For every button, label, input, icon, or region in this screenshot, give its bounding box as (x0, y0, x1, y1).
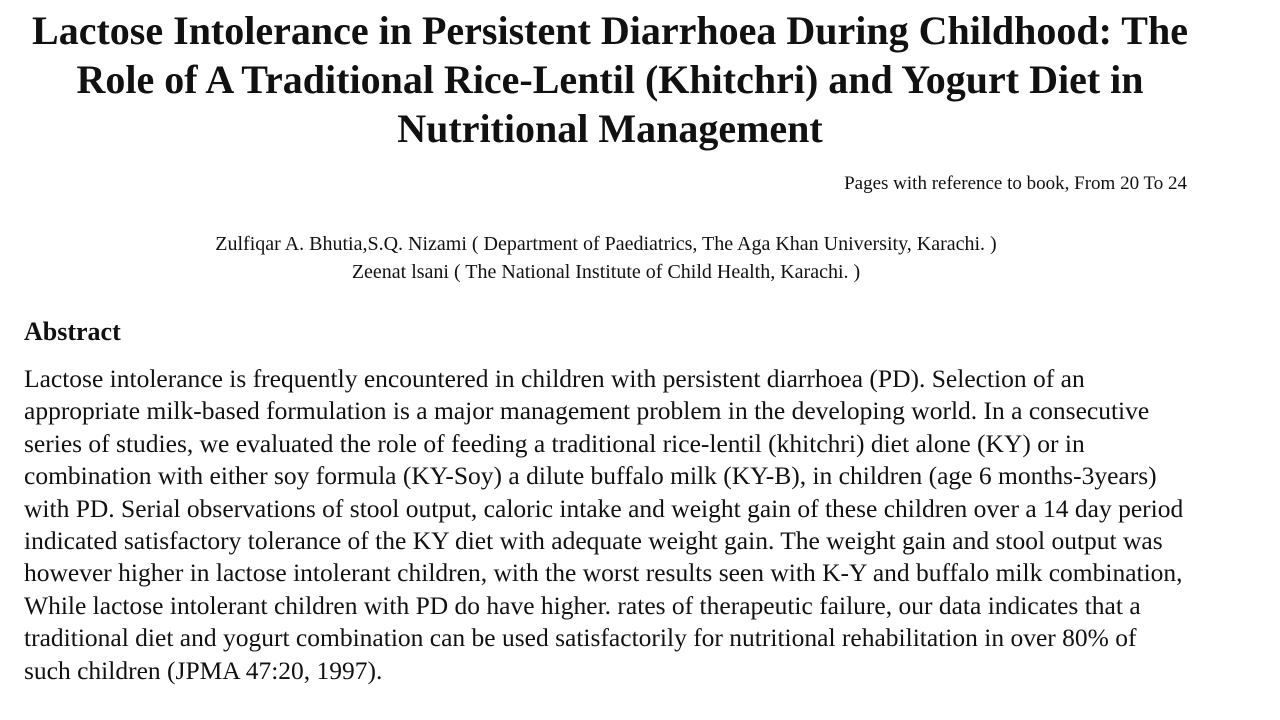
pages-reference: Pages with reference to book, From 20 To 24 (844, 173, 1187, 194)
abstract-heading: Abstract (24, 317, 121, 346)
paper-title: Lactose Intolerance in Persistent Diarrhoea During Childhood: The Role of A Traditional Rice-Lentil (Khitchri) and Yogurt Diet in Nutritional Management (32, 8, 1188, 151)
author-line-2: Zeenat lsani ( The National Institute of Child Health, Karachi. ) (351, 261, 861, 283)
author-line-1: Zulfiqar A. Bhutia,S.Q. Nizami ( Department of Paediatrics, The Aga Khan University, Karachi. ) (215, 233, 997, 255)
abstract-text: Lactose intolerance is frequently encountered in children with persistent diarrhoea (PD). Selection of an appropriate milk-based formulation is a major management problem in the developing world. In a consecutive series of studies, we evaluated the role of feeding a traditional rice-lentil (khitchri) diet alone (KY) or in combination with either soy formula (KY-Soy) a dilute buffalo milk (KY-B), in children (age 6 months-3years) with PD. Serial observations of stool output, caloric intake and weight gain of these children over a 14 day period indicated satisfactory tolerance of the KY diet with adequate weight gain. The weight gain and stool output was however higher in lactose intolerant children, with the worst results seen with K-Y and buffalo milk combination, While lactose intolerant children with PD do have higher. rates of therapeutic failure, our data indicates that a traditional diet and yogurt combination can be used satisfactorily for nutritional rehabilitation in over 80% of such children (JPMA 47:20, 1997). (24, 364, 1184, 685)
author-block (0, 230, 1212, 286)
